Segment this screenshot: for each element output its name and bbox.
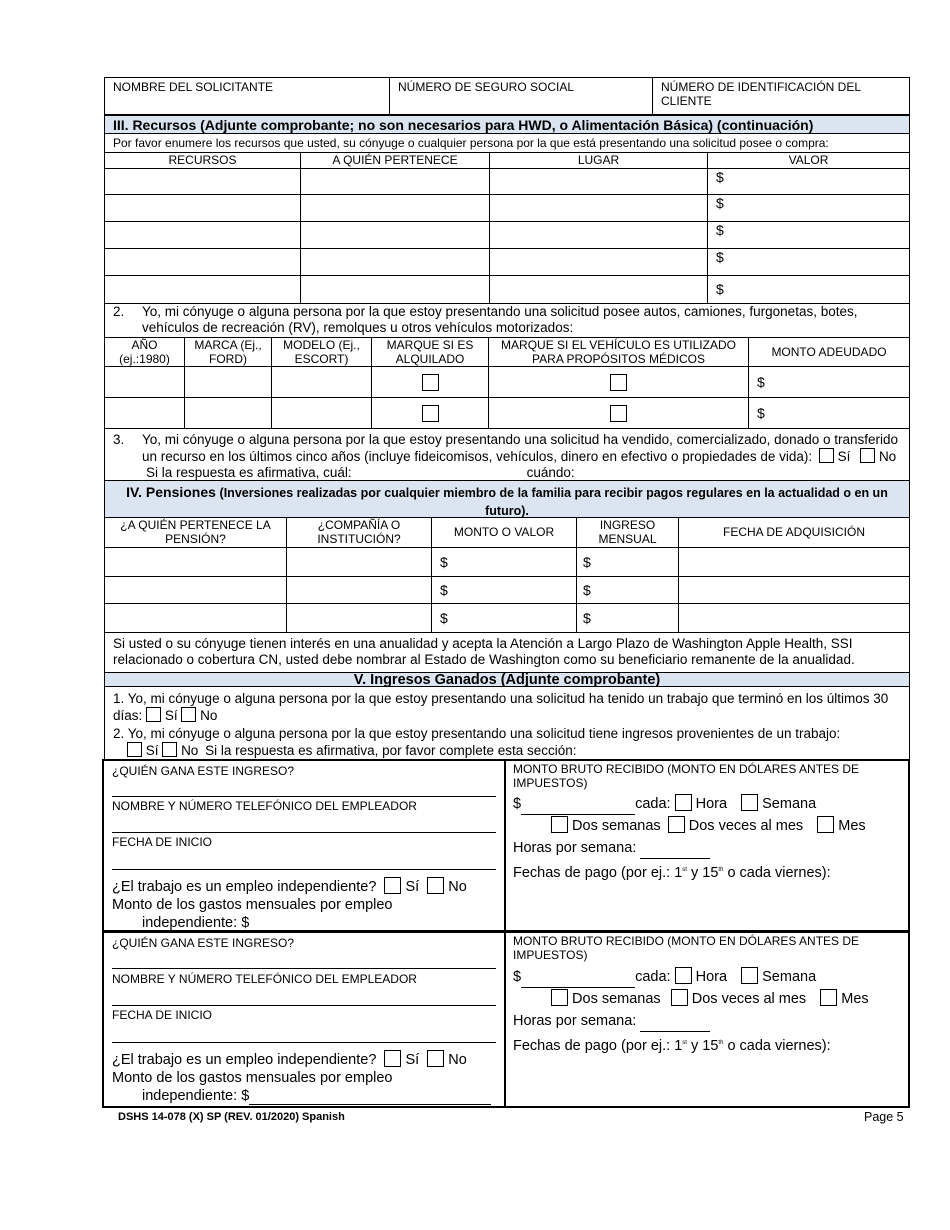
section-4-title: IV. Pensiones (Inversiones realizadas por cualquier miembro de la familia para recibir pagos regulares en la actualidad o en un futuro). (104, 480, 910, 518)
freq-twice-month-checkbox[interactable] (668, 816, 685, 833)
freq-week-checkbox[interactable] (741, 794, 758, 811)
table-row: $ (105, 194, 910, 221)
col-year: AÑO (ej.:1980) (105, 338, 185, 367)
income-block-1: ¿QUIÉN GANA ESTE INGRESO? NOMBRE Y NÚMERO TELEFÓNICO DEL EMPLEADOR FECHA DE INICIO ¿El trabajo es un empleo independiente? Sí No Monto de los gastos mensuales por empleo independiente: $ MONTO BRUTO RECIBIDO (MONTO EN DÓLARES ANTES DE IMPUESTOS) $ cada: Hora Semana Dos semanas Dos veces al mes Mes Horas por semana: Fechas de pago (por ej.: 1st y 15th o cada viernes): (102, 759, 910, 932)
freq-month-checkbox[interactable] (820, 989, 837, 1006)
table-row: $ (105, 367, 910, 398)
col-model: MODELO (Ej., ESCORT) (272, 338, 372, 367)
col-resources: RECURSOS (105, 153, 301, 168)
freq-hour-checkbox[interactable] (675, 967, 692, 984)
income-block-2: ¿QUIÉN GANA ESTE INGRESO? NOMBRE Y NÚMERO TELEFÓNICO DEL EMPLEADOR FECHA DE INICIO ¿El trabajo es un empleo independiente? Sí No Monto de los gastos mensuales por empleo independiente: $ MONTO BRUTO RECIBIDO (MONTO EN DÓLARES ANTES DE IMPUESTOS) $ cada: Hora Semana Dos semanas Dos veces al mes Mes Horas por semana: Fechas de pago (por ej.: 1st y 15th o cada viernes): (102, 931, 910, 1108)
self-employed-yes-checkbox[interactable] (384, 1050, 401, 1067)
freq-two-weeks-checkbox[interactable] (551, 816, 568, 833)
start-date-field[interactable]: FECHA DE INICIO (112, 835, 496, 870)
applicant-id-table (104, 77, 910, 115)
expenses-input[interactable] (249, 917, 491, 932)
employer-field[interactable]: NOMBRE Y NÚMERO TELEFÓNICO DEL EMPLEADOR (112, 799, 496, 833)
hours-per-week-input[interactable] (640, 843, 710, 859)
col-company: ¿COMPAÑÍA O INSTITUCIÓN? (287, 518, 432, 547)
expenses-input[interactable] (249, 1090, 491, 1105)
vehicles-question: 2. Yo, mi cónyuge o alguna persona por la que estoy presentando una solicitud posee autos, camiones, furgonetas, botes, vehículos de recreación (RV), remolques u otros vehículos motorizados: (104, 302, 910, 337)
table-row: $ $ (105, 547, 910, 576)
applicant-name-field[interactable]: NOMBRE DEL SOLICITANTE (105, 78, 390, 115)
client-id-field[interactable]: NÚMERO DE IDENTIFICACIÓN DEL CLIENTE (653, 78, 910, 115)
vehicles-table (104, 337, 910, 429)
has-income-yes-checkbox[interactable] (127, 742, 142, 757)
table-row: $ $ (105, 603, 910, 632)
has-income-no-checkbox[interactable] (162, 742, 177, 757)
self-employed-no-checkbox[interactable] (427, 1050, 444, 1067)
col-owed: MONTO ADEUDADO (749, 338, 910, 367)
section-3-intro: Por favor enumere los recursos que usted, su cónyuge o cualquier persona por la que está presentando una solicitud posee o compra: (104, 134, 910, 153)
ssn-field[interactable]: NÚMERO DE SEGURO SOCIAL (390, 78, 653, 115)
col-acq-date: FECHA DE ADQUISICIÓN (679, 518, 910, 547)
col-make: MARCA (Ej., FORD) (185, 338, 272, 367)
earned-income-questions: 1. Yo, mi cónyuge o alguna persona por la que estoy presentando una solicitud ha tenido un trabajo que terminó en los últimos 30 días: Sí No 2. Yo, mi cónyuge o alguna persona por la que estoy presentando una solicitud tiene ingresos provenientes de un trabajo: Sí No Si la respuesta es afirmativa, por favor complete esta sección: (104, 687, 910, 760)
transfer-what-input[interactable] (352, 466, 527, 481)
table-row: $ $ (105, 576, 910, 603)
freq-month-checkbox[interactable] (817, 816, 834, 833)
table-row: $ (105, 275, 910, 303)
gross-amount-label: MONTO BRUTO RECIBIDO (MONTO EN DÓLARES ANTES DE IMPUESTOS) (513, 762, 860, 790)
page-number: Page 5 (864, 1110, 904, 1124)
job-ended-no-checkbox[interactable] (181, 707, 196, 722)
col-medical: MARQUE SI EL VEHÍCULO ES UTILIZADO PARA PROPÓSITOS MÉDICOS (489, 338, 749, 367)
table-row: $ (105, 168, 910, 194)
gross-amount-input[interactable] (521, 972, 635, 988)
self-employed-yes-checkbox[interactable] (384, 877, 401, 894)
transfer-when-input[interactable] (578, 466, 768, 481)
self-employed-no-checkbox[interactable] (427, 877, 444, 894)
gross-amount-input[interactable] (521, 799, 635, 815)
table-row: $ (105, 221, 910, 248)
medical-checkbox[interactable] (610, 374, 627, 391)
transfer-yes-checkbox[interactable] (819, 448, 834, 463)
col-owner: A QUIÉN PERTENECE (301, 153, 490, 168)
freq-twice-month-checkbox[interactable] (671, 989, 688, 1006)
section-3-title: III. Recursos (Adjunte comprobante; no son necesarios para HWD, o Alimentación Básica) (continuación) (104, 115, 910, 134)
annuity-note: Si usted o su cónyuge tienen interés en una anualidad y acepta la Atención a Largo Plazo de Washington Apple Health, SSI relacionado o cobertura CN, usted debe nombrar al Estado de Washington como su beneficiario remanente de la anualidad. (104, 632, 910, 672)
gross-amount-label: MONTO BRUTO RECIBIDO (MONTO EN DÓLARES ANTES DE IMPUESTOS) (513, 934, 860, 962)
freq-week-checkbox[interactable] (741, 967, 758, 984)
col-place: LUGAR (490, 153, 708, 168)
freq-hour-checkbox[interactable] (675, 794, 692, 811)
col-amount: MONTO O VALOR (432, 518, 577, 547)
who-earns-field[interactable]: ¿QUIÉN GANA ESTE INGRESO? (112, 764, 496, 797)
job-ended-yes-checkbox[interactable] (146, 707, 161, 722)
medical-checkbox[interactable] (610, 405, 627, 422)
form-id: DSHS 14-078 (X) SP (REV. 01/2020) Spanish (118, 1111, 345, 1123)
who-earns-field[interactable]: ¿QUIÉN GANA ESTE INGRESO? (112, 936, 496, 969)
col-pension-owner: ¿A QUIÉN PERTENECE LA PENSIÓN? (105, 518, 287, 547)
col-value: VALOR (708, 153, 910, 168)
start-date-field[interactable]: FECHA DE INICIO (112, 1008, 496, 1043)
hours-per-week-input[interactable] (640, 1016, 710, 1032)
transfer-question: 3. Yo, mi cónyuge o alguna persona por la que estoy presentando una solicitud ha vendido, comercializado, donado o transferido un recurso en los últimos cinco años (incluye fideicomisos, vehículos, dinero en efectivo o propiedades de vida): Sí No Si la respuesta es afirmativa, cuál: cuándo: (104, 429, 910, 480)
table-row: $ (105, 248, 910, 275)
leased-checkbox[interactable] (422, 374, 439, 391)
employer-field[interactable]: NOMBRE Y NÚMERO TELEFÓNICO DEL EMPLEADOR (112, 972, 496, 1006)
col-leased: MARQUE SI ES ALQUILADO (372, 338, 489, 367)
pensions-table (104, 518, 910, 633)
col-monthly-income: INGRESO MENSUAL (577, 518, 679, 547)
transfer-no-checkbox[interactable] (860, 448, 875, 463)
freq-two-weeks-checkbox[interactable] (551, 989, 568, 1006)
section-5-title: V. Ingresos Ganados (Adjunte comprobante) (104, 672, 910, 687)
resources-table (104, 153, 910, 304)
table-row: $ (105, 398, 910, 429)
leased-checkbox[interactable] (422, 405, 439, 422)
